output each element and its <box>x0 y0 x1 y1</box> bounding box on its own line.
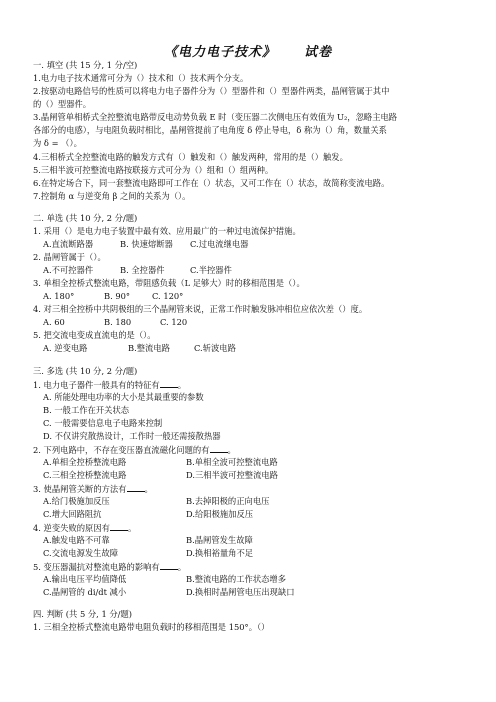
s1-q7: 7.控制角 α 与逆变角 β 之间的关系为（）。 <box>33 191 191 201</box>
answer-blank <box>110 522 128 531</box>
s3-q2: 2. 下列电路中，不存在变压器直流磁化问题的有 。 <box>33 445 236 455</box>
s1-q3-line3: 为 δ = （）。 <box>33 138 82 148</box>
s3-q2-option-d: D.三相半波可控整流电路 <box>186 470 278 480</box>
s4-q1: 1. 三相全控桥式整流电路带电阻负载时的移相范围是 150°。（） <box>33 622 270 632</box>
s2-q5-option-a: A. 逆变电路 <box>43 343 88 353</box>
s3-q3-option-b: B.去掉阳极的正向电压 <box>186 496 270 506</box>
s3-q1-option-b: B. 一般工作在开关状态 <box>43 405 130 415</box>
s3-q4-option-c: C.交流电源发生故障 <box>43 548 119 558</box>
s2-q4-option-a: A. 60 <box>43 317 65 327</box>
section-3-heading: 三. 多选 (共 10 分, 2 分/题) <box>33 366 138 376</box>
s2-q5-option-c: C.斩波电路 <box>194 343 236 353</box>
s3-q3-option-d: D.给阳极施加反压 <box>186 509 254 519</box>
s1-q2-line2: 的（）型器件。 <box>33 99 92 109</box>
s3-q3-option-a: A.给门极施加反压 <box>43 496 110 506</box>
s2-q2-option-b: B. 全控器件 <box>120 265 165 275</box>
s1-q1: 1.电力电子技术通常可分为（）技术和（）技术两个分支。 <box>33 73 249 83</box>
s1-q6: 6.在特定场合下，同一套整流电路即可工作在（）状态，又可工作在（）状态，故简称变流电路。 <box>33 178 390 188</box>
s2-q1: 1. 采用（）是电力电子装置中最有效、应用最广的一种过电流保护措施。 <box>33 226 301 236</box>
page-title <box>0 41 496 60</box>
section-2-heading: 二. 单选 (共 10 分, 2 分/题) <box>33 213 138 223</box>
s2-q1-option-b: B. 快速熔断器 <box>120 239 173 249</box>
s3-q2-option-a: A.单相全控桥整流电路 <box>43 457 127 467</box>
answer-blank <box>160 379 178 388</box>
s3-q4-option-b: B.晶闸管发生故障 <box>186 535 253 545</box>
s2-q4-option-b: B. 180 <box>104 317 132 327</box>
s2-q2-option-c: C.半控器件 <box>190 265 232 275</box>
s3-q5-option-a: A.输出电压平均值降低 <box>43 574 127 584</box>
s2-q3: 3. 单相全控桥式整流电路，带阻感负载（L 足够大）时的移相范围是（）。 <box>33 278 305 288</box>
s3-q2-option-b: B.单相全波可控整流电路 <box>186 457 278 467</box>
s3-q5-option-b: B.整流电路的工作状态增多 <box>186 574 287 584</box>
answer-blank <box>160 561 178 570</box>
s3-q1: 1. 电力电子器件一般具有的特征有 。 <box>33 380 187 390</box>
s3-q5-option-c: C.晶闸管的 di/dt 减小 <box>43 587 127 597</box>
section-4-heading: 四. 判断 (共 5 分, 1 分/题) <box>33 609 133 619</box>
s3-q3: 3. 使晶闸管关断的方法有 。 <box>33 484 153 494</box>
s1-q4: 4.三相桥式全控整流电路的触发方式有（）触发和（）触发两种，常用的是（）触发。 <box>33 152 348 162</box>
s2-q5-option-b: B.整流电路 <box>128 343 170 353</box>
s3-q1-option-a: A. 所能处理电功率的大小是其最重要的参数 <box>43 392 204 402</box>
s1-q5: 5.三相半波可控整流电路按联接方式可分为（）组和（）组两种。 <box>33 165 274 175</box>
s3-q1-option-d: D. 不仅讲究散热设计，工作时一般还需接散热器 <box>43 431 221 441</box>
s3-q4-option-d: D.换相裕量角不足 <box>186 548 254 558</box>
section-1-heading: 一. 填空 (共 15 分, 1 分/空) <box>33 60 138 70</box>
s1-q3-line2: 各部分的电感），与电阻负载时相比，晶闸管提前了电角度 δ 停止导电，δ 称为（）角，数量关系 <box>33 125 387 135</box>
s2-q4: 4. 对三相全控桥中共阴极组的三个晶闸管来说，正常工作时触发脉冲相位应依次差（）度。 <box>33 304 368 314</box>
s3-q2-text: 2. 下列电路中，不存在变压器直流磁化问题的有 <box>33 445 210 455</box>
s2-q1-option-c: C.过电流继电器 <box>190 239 249 249</box>
s3-q5-text: 5. 变压器漏抗对整流电路的影响有 <box>33 562 160 572</box>
s1-q2-line1: 2.按驱动电路信号的性质可以将电力电子器件分为（）型器件和（）型器件两类，晶闸管属于其中 <box>33 86 390 96</box>
s3-q4-option-a: A.触发电路不可靠 <box>43 535 110 545</box>
s2-q1-option-a: A.直流断路器 <box>43 239 94 249</box>
s3-q1-text: 1. 电力电子器件一般具有的特征有 <box>33 380 160 390</box>
s3-q2-option-c: C.三相全控桥整流电路 <box>43 470 127 480</box>
s3-q5: 5. 变压器漏抗对整流电路的影响有 。 <box>33 562 187 572</box>
title-exam: 试卷 <box>304 45 333 60</box>
title-course: 《电力电子技术》 <box>163 45 276 60</box>
s3-q3-option-c: C.增大回路阻抗 <box>43 509 102 519</box>
s3-q3-text: 3. 使晶闸管关断的方法有 <box>33 484 127 494</box>
s2-q3-option-a: A. 180° <box>43 291 75 301</box>
s3-q1-option-c: C. 一般需要信息电子电路来控制 <box>43 418 163 428</box>
s2-q2-option-a: A.不可控器件 <box>43 265 94 275</box>
s3-q4: 4. 逆变失败的原因有 。 <box>33 523 137 533</box>
s2-q4-option-c: C. 120 <box>160 317 188 327</box>
s2-q3-option-b: B. 90° <box>104 291 131 301</box>
answer-blank <box>210 444 228 453</box>
s3-q5-option-d: D.换相时晶闸管电压出现缺口 <box>186 587 295 597</box>
s1-q3-line1: 3.晶闸管单相桥式全控整流电路带反电动势负载 E 时（变压器二次侧电压有效值为 U₂，忽略主电路 <box>33 112 398 122</box>
s2-q3-option-c: C. 120° <box>152 291 184 301</box>
s2-q5: 5. 把交流电变成直流电的是（）。 <box>33 330 156 340</box>
s3-q4-text: 4. 逆变失败的原因有 <box>33 523 110 533</box>
answer-blank <box>127 483 145 492</box>
s2-q2: 2. 晶闸管属于（）。 <box>33 252 106 262</box>
